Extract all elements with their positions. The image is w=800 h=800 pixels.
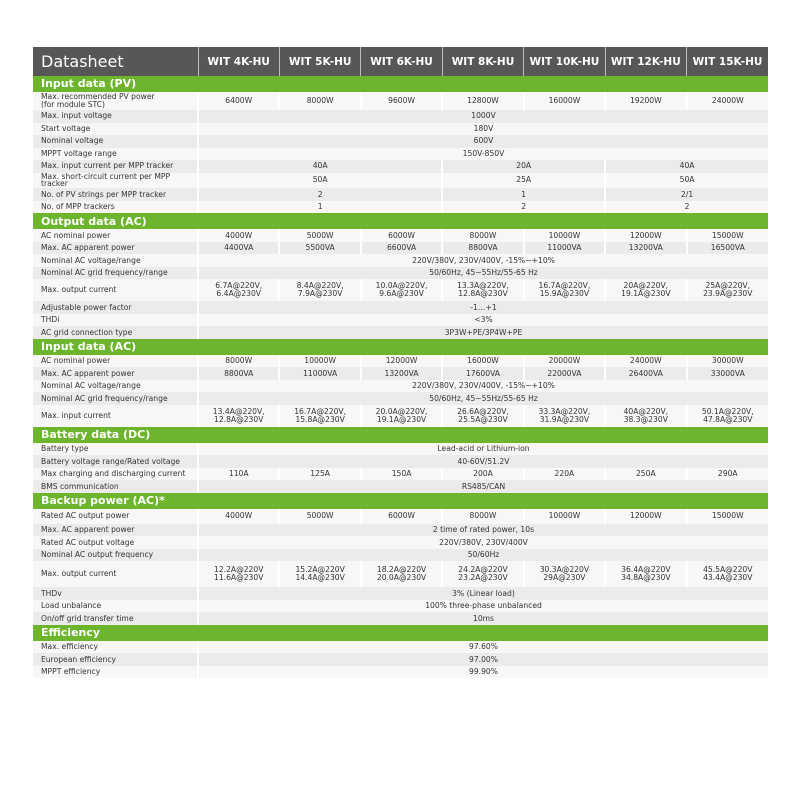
row-label: Max. AC apparent power [33, 367, 198, 380]
cell-value: 220V/380V, 230V/400V [198, 536, 768, 549]
section-title: Output data (AC) [33, 213, 768, 229]
cell-value: 15.2A@220V 14.4A@230V [279, 561, 360, 587]
model-header: WIT 8K-HU [442, 47, 523, 76]
cell-value: 12000W [361, 355, 442, 368]
row-label: Max. output current [33, 561, 198, 587]
cell-value: 50.1A@220V, 47.8A@230V [687, 405, 768, 427]
section-efficiency [33, 625, 768, 641]
row-label: No. of MPP trackers [33, 201, 198, 214]
cell-value: 2 [198, 188, 442, 201]
row-label: Max. output current [33, 279, 198, 301]
table-row [33, 587, 768, 600]
table-row [33, 355, 768, 368]
row-label: Max. input current per MPP tracker [33, 160, 198, 173]
row-label: Nominal AC output frequency [33, 549, 198, 562]
header-row [33, 47, 768, 76]
cell-value: 24000W [687, 92, 768, 110]
cell-value: 25A@220V, 23.9A@230V [687, 279, 768, 301]
section-backup-ac [33, 493, 768, 509]
table-row [33, 279, 768, 301]
cell-value: 15000W [687, 229, 768, 242]
cell-value: 30.3A@220V 29A@230V [524, 561, 605, 587]
table-row [33, 468, 768, 481]
section-title: Input data (PV) [33, 76, 768, 92]
cell-value: 40A@220V, 38.3@230V [605, 405, 686, 427]
row-label: BMS communication [33, 480, 198, 493]
cell-value: 8800VA [198, 367, 279, 380]
cell-value: 5000W [279, 509, 360, 524]
cell-value: 8000W [279, 92, 360, 110]
row-label: No. of PV strings per MPP tracker [33, 188, 198, 201]
cell-value: 250A [605, 468, 686, 481]
cell-value: 50A [605, 173, 768, 189]
table-row [33, 380, 768, 393]
table-row [33, 524, 768, 537]
table-row [33, 326, 768, 339]
cell-value: 24000W [605, 355, 686, 368]
table-row [33, 509, 768, 524]
model-header: WIT 5K-HU [279, 47, 360, 76]
cell-value: 30000W [687, 355, 768, 368]
row-label: Nominal AC grid frequency/range [33, 267, 198, 280]
cell-value: 40A [198, 160, 442, 173]
cell-value: 125A [279, 468, 360, 481]
cell-value: 13200VA [605, 242, 686, 255]
table-row [33, 148, 768, 161]
cell-value: 50/60Hz, 45~55Hz/55-65 Hz [198, 267, 768, 280]
row-label: Nominal voltage [33, 135, 198, 148]
cell-value: 6000W [361, 509, 442, 524]
cell-value: 36.4A@220V 34.8A@230V [605, 561, 686, 587]
row-label-line: (for module STC) [41, 100, 105, 109]
cell-value: 100% three-phase unbalanced [198, 600, 768, 613]
table-row [33, 123, 768, 136]
cell-value: 17600VA [442, 367, 523, 380]
cell-value: 150A [361, 468, 442, 481]
row-label: Rated AC output voltage [33, 536, 198, 549]
cell-value: 220V/380V, 230V/400V, -15%~+10% [198, 380, 768, 393]
cell-value: -1…+1 [198, 301, 768, 314]
cell-value: RS485/CAN [198, 480, 768, 493]
row-label: Nominal AC voltage/range [33, 254, 198, 267]
cell-value: 13.3A@220V, 12.8A@230V [442, 279, 523, 301]
cell-value: 10000W [524, 509, 605, 524]
cell-value: 1000V [198, 110, 768, 123]
cell-value: 12000W [605, 229, 686, 242]
row-label: Max. input current [33, 405, 198, 427]
section-title: Backup power (AC)* [33, 493, 768, 509]
section-title: Efficiency [33, 625, 768, 641]
row-label: MPPT efficiency [33, 666, 198, 679]
section-title: Battery data (DC) [33, 427, 768, 443]
table-row [33, 392, 768, 405]
row-label: Max. short-circuit current per MPP tracker [33, 173, 198, 189]
cell-value: <3% [198, 314, 768, 327]
table-row [33, 600, 768, 613]
cell-value: 200A [442, 468, 523, 481]
cell-value: 10000W [279, 355, 360, 368]
row-label: Nominal AC voltage/range [33, 380, 198, 393]
cell-value: 8000W [442, 509, 523, 524]
cell-value: 2 [605, 201, 768, 214]
section-output-ac [33, 213, 768, 229]
table-row [33, 536, 768, 549]
model-header: WIT 12K-HU [605, 47, 686, 76]
table-row [33, 267, 768, 280]
cell-value: 5000W [279, 229, 360, 242]
cell-value: 10000W [524, 229, 605, 242]
cell-value: 20A [442, 160, 605, 173]
cell-value: 97.00% [198, 653, 768, 666]
cell-value: 18.2A@220V 20.0A@230V [361, 561, 442, 587]
table-row [33, 160, 768, 173]
cell-value: 40-60V/51.2V [198, 455, 768, 468]
cell-value: 5500VA [279, 242, 360, 255]
table-row [33, 653, 768, 666]
row-label: MPPT voltage range [33, 148, 198, 161]
cell-value: 20.0A@220V, 19.1A@230V [361, 405, 442, 427]
cell-value: 4000W [198, 229, 279, 242]
cell-value: 8800VA [442, 242, 523, 255]
row-label: AC grid connection type [33, 326, 198, 339]
table-row [33, 455, 768, 468]
row-label: Battery voltage range/Rated voltage [33, 455, 198, 468]
cell-value: 220A [524, 468, 605, 481]
row-label: On/off grid transfer time [33, 612, 198, 625]
cell-value: 4400VA [198, 242, 279, 255]
table-row [33, 254, 768, 267]
cell-value: 15000W [687, 509, 768, 524]
table-row [33, 405, 768, 427]
row-label: AC nominal power [33, 355, 198, 368]
section-input-pv [33, 76, 768, 92]
cell-value: 16.7A@220V, 15.9A@230V [524, 279, 605, 301]
row-label: THDi [33, 314, 198, 327]
row-label: Max. AC apparent power [33, 242, 198, 255]
cell-value: 6400W [198, 92, 279, 110]
cell-value: 4000W [198, 509, 279, 524]
datasheet-title: Datasheet [33, 47, 198, 76]
row-label: Start voltage [33, 123, 198, 136]
cell-value: 24.2A@220V 23.2A@230V [442, 561, 523, 587]
table-row [33, 367, 768, 380]
row-label: Max charging and discharging current [33, 468, 198, 481]
row-label: THDv [33, 587, 198, 600]
cell-value: 10.0A@220V, 9.6A@230V [361, 279, 442, 301]
row-label [33, 92, 198, 110]
cell-value: 12800W [442, 92, 523, 110]
row-label: Max. AC apparent power [33, 524, 198, 537]
table-row [33, 314, 768, 327]
cell-value: Lead-acid or Lithium-ion [198, 443, 768, 456]
cell-value: 13.4A@220V, 12.8A@230V [198, 405, 279, 427]
cell-value: 12.2A@220V 11.6A@230V [198, 561, 279, 587]
cell-value: 6600VA [361, 242, 442, 255]
row-label: Load unbalance [33, 600, 198, 613]
cell-value: 1 [198, 201, 442, 214]
cell-value: 50A [198, 173, 442, 189]
cell-value: 290A [687, 468, 768, 481]
cell-value: 16.7A@220V, 15.8A@230V [279, 405, 360, 427]
cell-value: 8000W [442, 229, 523, 242]
cell-value: 220V/380V, 230V/400V, -15%~+10% [198, 254, 768, 267]
table-row [33, 110, 768, 123]
cell-value: 50/60Hz, 45~55Hz/55-65 Hz [198, 392, 768, 405]
cell-value: 600V [198, 135, 768, 148]
cell-value: 1 [442, 188, 605, 201]
cell-value: 6.7A@220V, 6.4A@230V [198, 279, 279, 301]
row-label: Max. input voltage [33, 110, 198, 123]
cell-value: 13200VA [361, 367, 442, 380]
cell-value: 16000W [524, 92, 605, 110]
cell-value: 45.5A@220V 43.4A@230V [687, 561, 768, 587]
table-row [33, 612, 768, 625]
cell-value: 2 [442, 201, 605, 214]
cell-value: 11000VA [279, 367, 360, 380]
cell-value: 16500VA [687, 242, 768, 255]
row-label-line: Max. recommended PV power [41, 92, 155, 102]
row-label: Battery type [33, 443, 198, 456]
cell-value: 19200W [605, 92, 686, 110]
model-header: WIT 10K-HU [524, 47, 605, 76]
row-label: AC nominal power [33, 229, 198, 242]
table-row [33, 301, 768, 314]
table-row [33, 549, 768, 562]
table-row [33, 242, 768, 255]
cell-value: 22000VA [524, 367, 605, 380]
datasheet-table [33, 47, 768, 678]
cell-value: 99.90% [198, 666, 768, 679]
section-battery-dc [33, 427, 768, 443]
cell-value: 150V-850V [198, 148, 768, 161]
row-label: Rated AC output power [33, 509, 198, 524]
cell-value: 6000W [361, 229, 442, 242]
section-input-ac [33, 339, 768, 355]
cell-value: 20A@220V, 19.1A@230V [605, 279, 686, 301]
table-row [33, 135, 768, 148]
row-label: Adjustable power factor [33, 301, 198, 314]
cell-value: 50/60Hz [198, 549, 768, 562]
table-row [33, 480, 768, 493]
model-header: WIT 6K-HU [361, 47, 442, 76]
row-label: Max. efficiency [33, 641, 198, 654]
cell-value: 8.4A@220V, 7.9A@230V [279, 279, 360, 301]
cell-value: 97.60% [198, 641, 768, 654]
cell-value: 26.6A@220V, 25.5A@230V [442, 405, 523, 427]
table-row [33, 641, 768, 654]
table-row [33, 443, 768, 456]
cell-value: 20000W [524, 355, 605, 368]
cell-value: 40A [605, 160, 768, 173]
cell-value: 11000VA [524, 242, 605, 255]
cell-value: 2/1 [605, 188, 768, 201]
cell-value: 2 time of rated power, 10s [198, 524, 768, 537]
cell-value: 25A [442, 173, 605, 189]
cell-value: 26400VA [605, 367, 686, 380]
table-row [33, 561, 768, 587]
cell-value: 8000W [198, 355, 279, 368]
row-label: Nominal AC grid frequency/range [33, 392, 198, 405]
table-row [33, 188, 768, 201]
cell-value: 33.3A@220V, 31.9A@230V [524, 405, 605, 427]
cell-value: 110A [198, 468, 279, 481]
model-header: WIT 4K-HU [198, 47, 279, 76]
cell-value: 3% (Linear load) [198, 587, 768, 600]
cell-value: 3P3W+PE/3P4W+PE [198, 326, 768, 339]
model-header: WIT 15K-HU [687, 47, 768, 76]
cell-value: 180V [198, 123, 768, 136]
cell-value: 16000W [442, 355, 523, 368]
table-row [33, 229, 768, 242]
table-row [33, 201, 768, 214]
row-label: European efficiency [33, 653, 198, 666]
cell-value: 10ms [198, 612, 768, 625]
cell-value: 9600W [361, 92, 442, 110]
cell-value: 12000W [605, 509, 686, 524]
table-row [33, 92, 768, 110]
table-row [33, 666, 768, 679]
table-row [33, 173, 768, 189]
cell-value: 33000VA [687, 367, 768, 380]
section-title: Input data (AC) [33, 339, 768, 355]
